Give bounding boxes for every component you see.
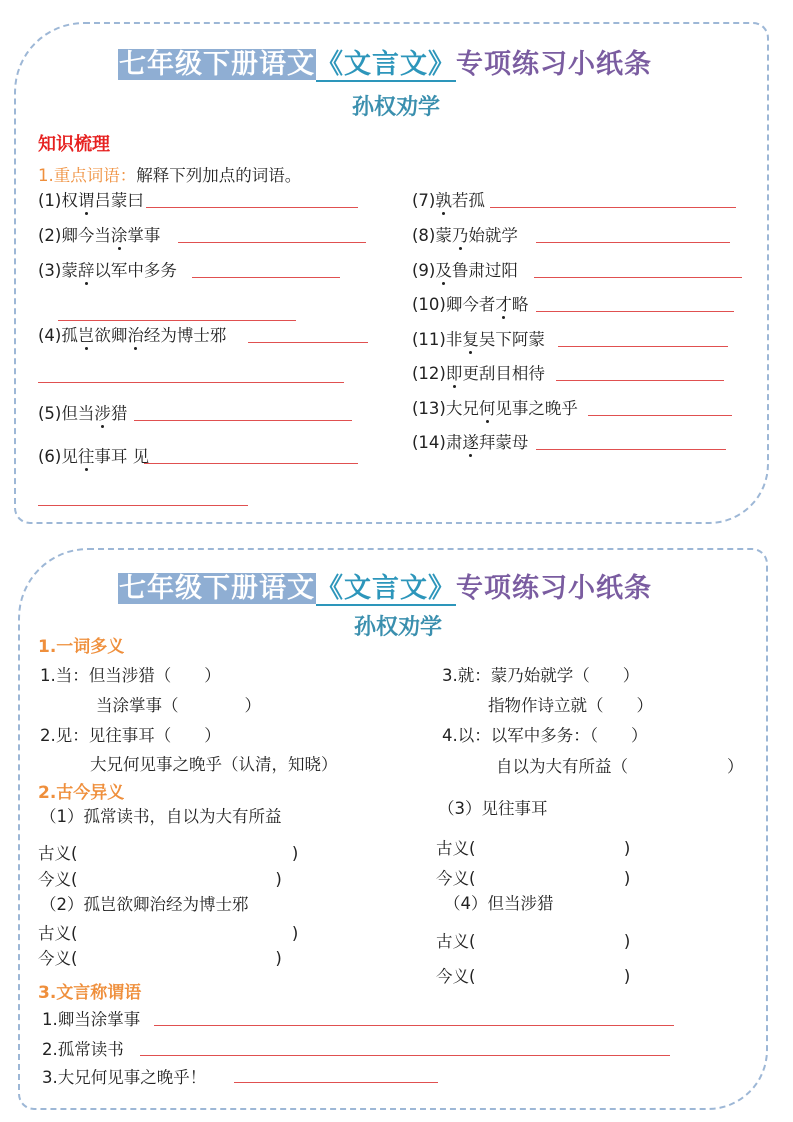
gujin-1-gu: 古义( ) bbox=[38, 844, 299, 863]
answer-line-8[interactable] bbox=[536, 242, 730, 243]
address-answer-line-2[interactable] bbox=[140, 1055, 670, 1056]
address-term-2: 2.孤常读书 bbox=[42, 1040, 124, 1059]
polysemy-jiu-1: 3.就：蒙乃始就学（ ） bbox=[442, 666, 640, 685]
address-answer-line-3[interactable] bbox=[234, 1082, 438, 1083]
vocab-item-14: (14)肃遂拜蒙母 bbox=[412, 433, 529, 452]
answer-line-9[interactable] bbox=[534, 277, 742, 278]
vocab-item-7: (7)孰若孤 bbox=[412, 191, 485, 210]
answer-line-6b[interactable] bbox=[38, 505, 248, 506]
answer-line-5[interactable] bbox=[134, 420, 352, 421]
vocab-item-1: (1)权谓吕蒙曰 bbox=[38, 191, 144, 210]
answer-line-14[interactable] bbox=[536, 449, 726, 450]
section-address-terms: 3.文言称谓语 bbox=[38, 983, 142, 1003]
answer-line-10[interactable] bbox=[536, 311, 734, 312]
answer-line-4b[interactable] bbox=[38, 382, 344, 383]
answer-line-13[interactable] bbox=[588, 415, 732, 416]
vocab-item-9: (9)及鲁肃过阳 bbox=[412, 261, 518, 280]
card2-subtitle: 孙权劝学 bbox=[354, 615, 443, 640]
address-answer-line-1[interactable] bbox=[154, 1025, 674, 1026]
gujin-4-head: （4）但当涉猎 bbox=[444, 894, 554, 913]
answer-line-3b[interactable] bbox=[58, 320, 296, 321]
gujin-3-head: （3）见往事耳 bbox=[438, 799, 548, 818]
polysemy-jian-2: 大兄何见事之晚乎（认清，知晓） bbox=[90, 755, 338, 774]
answer-line-7[interactable] bbox=[490, 207, 736, 208]
gujin-1-head: （1）孤常读书，自以为大有所益 bbox=[40, 807, 282, 826]
answer-line-11[interactable] bbox=[558, 346, 728, 347]
gujin-1-jin: 今义( ) bbox=[38, 870, 282, 889]
section-polysemy: 1.一词多义 bbox=[38, 637, 125, 657]
address-term-1: 1.卿当涂掌事 bbox=[42, 1010, 141, 1029]
vocab-item-6: (6)见往事耳 见 bbox=[38, 447, 150, 466]
instruction: 1.重点词语：解释下列加点的词语。 bbox=[38, 166, 302, 185]
gujin-4-jin: 今义( ) bbox=[436, 967, 631, 986]
vocab-item-4: (4)孤岂欲卿治经为博士邪 bbox=[38, 326, 227, 345]
section-ancient-modern: 2.古今异义 bbox=[38, 783, 125, 803]
answer-line-1[interactable] bbox=[146, 207, 358, 208]
answer-line-2[interactable] bbox=[178, 242, 366, 243]
gujin-3-gu: 古义( ) bbox=[436, 839, 631, 858]
vocab-item-13: (13)大兄何见事之晚乎 bbox=[412, 399, 578, 418]
vocab-item-2: (2)卿今当涂掌事 bbox=[38, 226, 161, 245]
polysemy-yi-2: 自以为大有所益（ ） bbox=[496, 757, 744, 776]
card1-subtitle: 孙权劝学 bbox=[352, 95, 441, 120]
answer-line-3[interactable] bbox=[192, 277, 340, 278]
vocab-item-8: (8)蒙乃始就学 bbox=[412, 226, 518, 245]
gujin-2-gu: 古义( ) bbox=[38, 924, 299, 943]
polysemy-jiu-2: 指物作诗立就（ ） bbox=[488, 696, 653, 715]
answer-line-4[interactable] bbox=[248, 342, 368, 343]
polysemy-jian-1: 2.见：见往事耳（ ） bbox=[40, 726, 221, 745]
polysemy-dang-1: 1.当：但当涉猎（ ） bbox=[40, 666, 221, 685]
gujin-4-gu: 古义( ) bbox=[436, 932, 631, 951]
gujin-3-jin: 今义( ) bbox=[436, 869, 631, 888]
card2-title: 七年级下册语文《文言文》专项练习小纸条 bbox=[119, 573, 652, 604]
address-term-3: 3.大兄何见事之晚乎！ bbox=[42, 1068, 207, 1087]
vocab-item-10: (10)卿今者才略 bbox=[412, 295, 529, 314]
card1-title: 七年级下册语文《文言文》专项练习小纸条 bbox=[119, 49, 652, 80]
gujin-2-jin: 今义( ) bbox=[38, 949, 282, 968]
vocab-item-12: (12)即更刮目相待 bbox=[412, 364, 545, 383]
polysemy-dang-2: 当涂掌事（ ） bbox=[96, 696, 261, 715]
vocab-item-5: (5)但当涉猎 bbox=[38, 404, 128, 423]
knowledge-heading: 知识梳理 bbox=[38, 134, 110, 155]
vocab-item-11: (11)非复吴下阿蒙 bbox=[412, 330, 545, 349]
vocab-item-3: (3)蒙辞以军中多务 bbox=[38, 261, 177, 280]
answer-line-12[interactable] bbox=[556, 380, 724, 381]
answer-line-6[interactable] bbox=[144, 463, 358, 464]
gujin-2-head: （2）孤岂欲卿治经为博士邪 bbox=[40, 895, 249, 914]
polysemy-yi-1: 4.以：以军中多务：（ ） bbox=[442, 726, 648, 745]
